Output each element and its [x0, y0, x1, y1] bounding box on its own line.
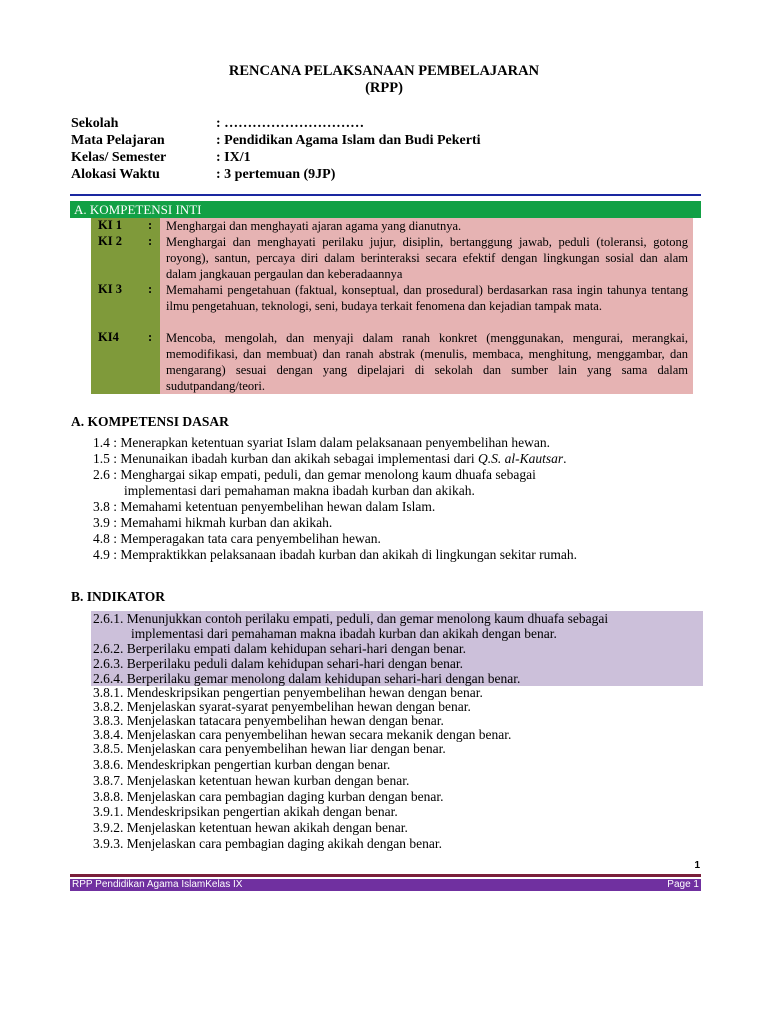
indikator-line: 3.9.2. Menjelaskan ketentuan hewan akikah dengan benar.: [93, 820, 408, 835]
indikator-line: 2.6.4. Berperilaku gemar menolong dalam kehidupan sehari-hari dengan benar.: [93, 671, 521, 686]
kd-line-continuation: implementasi dari pemahaman makna ibadah kurban dan akikah.: [124, 483, 475, 498]
section-divider: [70, 194, 701, 196]
indikator-line: 3.9.3. Menjelaskan cara pembagian daging akikah dengan benar.: [93, 836, 442, 851]
ki-code: KI 3: [98, 282, 122, 296]
document-title: RENCANA PELAKSANAAN PEMBELAJARAN: [228, 63, 540, 79]
identity-label: Mata Pelajaran: [71, 133, 165, 148]
indikator-line: 3.8.7. Menjelaskan ketentuan hewan kurban dengan benar.: [93, 773, 410, 788]
ki-text: Menghargai dan menghayati perilaku jujur, disiplin, bertanggung jawab, peduli (toleransi, gotong royong), santun, percaya diri dalam berinteraksi secara efektif dengan lingkungan sosial dan alam dalam jangkauan pergaulan dan keberadaannya: [166, 235, 688, 281]
ki-heading-bar: [70, 201, 701, 218]
kd-line: 2.6 : Menghargai sikap empati, peduli, dan gemar menolong kaum dhuafa sebagai: [93, 467, 536, 482]
indikator-line: 3.8.1. Mendeskripsikan pengertian penyembelihan hewan dengan benar.: [93, 685, 483, 700]
kd-reference-end: .: [563, 451, 567, 466]
indikator-line-continuation: implementasi dari pemahaman makna ibadah kurban dan akikah dengan benar.: [131, 626, 557, 641]
kd-line: [93, 451, 567, 467]
indikator-line: 3.8.2. Menjelaskan syarat-syarat penyembelihan hewan dengan benar.: [93, 699, 471, 714]
ki-heading: A. KOMPETENSI INTI: [74, 202, 202, 217]
kd-line: 3.9 : Memahami hikmah kurban dan akikah.: [93, 515, 333, 530]
identity-value: : IX/1: [216, 150, 251, 165]
document-subtitle: (RPP): [365, 80, 403, 96]
ki-text: Memahami pengetahuan (faktual, konseptual, dan prosedural) berdasarkan rasa ingin tahunya tentang ilmu pengetahuan, teknologi, seni, budaya terkait fenomena dan kejadian tampak mata.: [166, 283, 688, 313]
indikator-line: 2.6.3. Berperilaku peduli dalam kehidupan sehari-hari dengan benar.: [93, 656, 463, 671]
ki-colon: :: [148, 218, 153, 232]
footer-right-text: Page 1: [667, 879, 699, 890]
identity-value: : …………………………: [216, 116, 365, 131]
footer-bar: [70, 879, 701, 891]
identity-label: Kelas/ Semester: [71, 150, 167, 165]
ki-text: Mencoba, mengolah, dan menyaji dalam ranah konkret (menggunakan, mengurai, merangkai, memodifikasi, dan membuat) dan ranah abstrak (menulis, membaca, menghitung, menggambar, dan mengarang) sesuai dengan yang dipelajari di sekolah dan sumber lain yang sama dalam sudutpandang/teori.: [166, 331, 688, 393]
indikator-line: 3.8.3. Menjelaskan tatacara penyembelihan hewan dengan benar.: [93, 713, 444, 728]
ki-text: Menghargai dan menghayati ajaran agama yang dianutnya.: [166, 219, 462, 233]
footer-left-text: RPP Pendidikan Agama IslamKelas IX: [72, 879, 243, 890]
indikator-heading: B. INDIKATOR: [71, 589, 166, 604]
ki-colon: :: [148, 234, 153, 248]
ki-code: KI4: [98, 330, 119, 344]
footer-rule: [70, 874, 701, 877]
kd-line: 4.9 : Mempraktikkan pelaksanaan ibadah kurban dan akikah di lingkungan sekitar rumah.: [93, 547, 577, 562]
ki-colon: :: [148, 282, 153, 296]
indikator-line: 2.6.2. Berperilaku empati dalam kehidupan sehari-hari dengan benar.: [93, 641, 466, 656]
kd-line: 4.8 : Memperagakan tata cara penyembelihan hewan.: [93, 531, 381, 546]
identity-value: : Pendidikan Agama Islam dan Budi Pekerti: [216, 133, 481, 148]
identity-row: [71, 167, 335, 183]
identity-row: [71, 150, 251, 166]
ki-code: KI 1: [98, 218, 122, 232]
kd-line-text: 1.5 : Menunaikan ibadah kurban dan akikah sebagai implementasi dari: [93, 451, 475, 466]
indikator-line: 3.8.5. Menjelaskan cara penyembelihan hewan liar dengan benar.: [93, 741, 446, 756]
indikator-line: 3.9.1. Mendeskripsikan pengertian akikah dengan benar.: [93, 804, 398, 819]
identity-row: [71, 133, 481, 149]
indikator-line: 2.6.1. Menunjukkan contoh perilaku empati, peduli, dan gemar menolong kaum dhuafa sebagai: [93, 611, 609, 626]
identity-value: : 3 pertemuan (9JP): [216, 167, 336, 182]
ki-colon: :: [148, 330, 153, 344]
kd-heading: A. KOMPETENSI DASAR: [71, 414, 229, 429]
kd-line: 1.4 : Menerapkan ketentuan syariat Islam dalam pelaksanaan penyembelihan hewan.: [93, 435, 550, 450]
page-number: 1: [694, 860, 700, 871]
indikator-line: 3.8.8. Menjelaskan cara pembagian daging kurban dengan benar.: [93, 789, 444, 804]
indikator-line: 3.8.4. Menjelaskan cara penyembelihan hewan secara mekanik dengan benar.: [93, 727, 512, 742]
kd-line: 3.8 : Memahami ketentuan penyembelihan hewan dalam Islam.: [93, 499, 436, 514]
indikator-line: 3.8.6. Mendeskripkan pengertian kurban dengan benar.: [93, 757, 391, 772]
identity-row: [71, 116, 364, 132]
identity-label: Alokasi Waktu: [71, 167, 160, 182]
ki-code: KI 2: [98, 234, 122, 248]
kd-reference: Q.S. al-Kautsar: [478, 451, 564, 466]
identity-label: Sekolah: [71, 116, 119, 131]
